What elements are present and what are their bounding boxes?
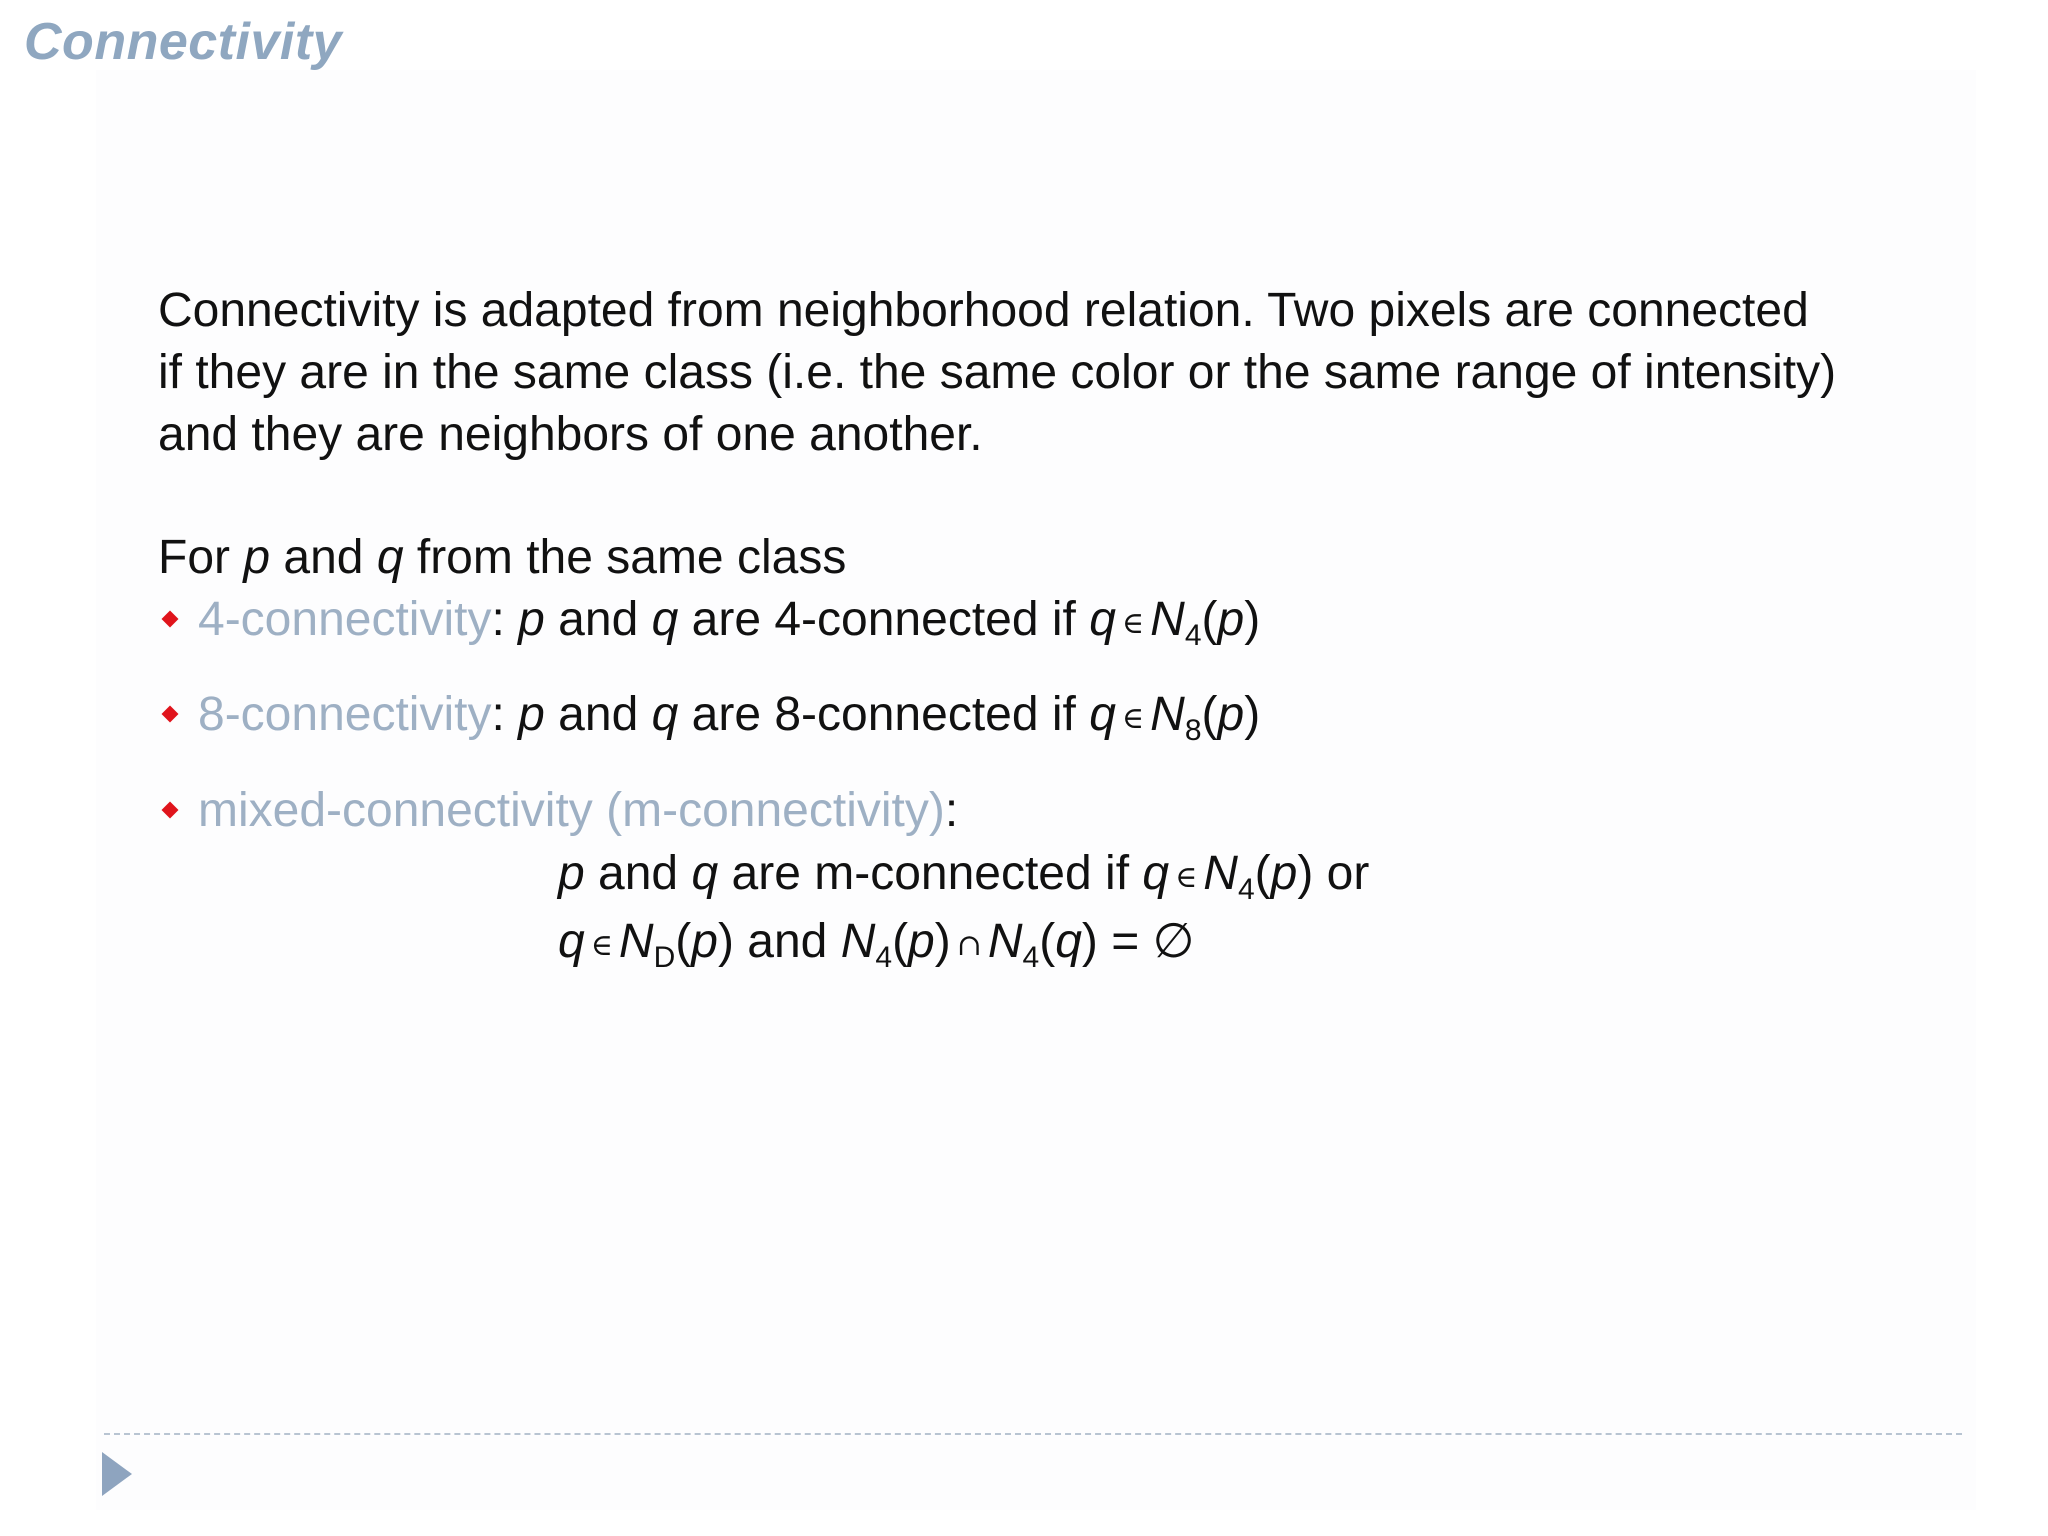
paren: ( bbox=[892, 915, 909, 968]
var-q: q bbox=[1055, 915, 1082, 968]
var-q: q bbox=[1142, 847, 1170, 900]
subscript: 8 bbox=[1184, 714, 1202, 747]
diamond-bullet-icon bbox=[162, 706, 179, 723]
subscript: 4 bbox=[1184, 619, 1202, 652]
text: ) and bbox=[717, 915, 841, 968]
element-of-symbol: ∈ bbox=[1121, 606, 1145, 641]
var-q: q bbox=[376, 531, 404, 584]
slide-title: Connectivity bbox=[24, 13, 343, 71]
neighborhood-symbol: N bbox=[618, 915, 654, 968]
text: ) or bbox=[1297, 847, 1370, 900]
intro-text: and bbox=[270, 531, 377, 584]
term-8-connectivity: 8-connectivity bbox=[198, 688, 492, 741]
term-m-connectivity: mixed-connectivity (m-connectivity) bbox=[198, 784, 945, 837]
paren: ) bbox=[934, 915, 951, 968]
class-intro-line bbox=[158, 527, 846, 589]
bullet-4-connectivity bbox=[158, 589, 1260, 657]
subscript: 4 bbox=[875, 941, 893, 974]
paren: ( bbox=[1039, 915, 1056, 968]
text: are 4-connected if bbox=[678, 593, 1090, 646]
var-p: p bbox=[1270, 847, 1298, 900]
intro-paragraph bbox=[158, 280, 1836, 466]
var-q: q bbox=[651, 688, 679, 741]
subscript: 4 bbox=[1022, 941, 1040, 974]
var-p: p bbox=[691, 915, 718, 968]
colon: : bbox=[944, 784, 959, 837]
var-q: q bbox=[1089, 688, 1116, 741]
diamond-bullet-icon bbox=[162, 802, 179, 819]
paragraph-line-3: and they are neighbors of one another. bbox=[158, 408, 983, 461]
paren: ( bbox=[1201, 688, 1218, 741]
colon: : bbox=[491, 593, 519, 646]
text: and bbox=[544, 593, 652, 646]
var-q: q bbox=[691, 847, 719, 900]
var-q: q bbox=[1089, 593, 1116, 646]
neighborhood-symbol: N bbox=[1203, 847, 1238, 900]
footer-divider bbox=[104, 1433, 1962, 1435]
paragraph-line-2: if they are in the same class (i.e. the same color or the same range of intensity) bbox=[158, 346, 1837, 399]
var-p: p bbox=[908, 915, 935, 968]
text: and bbox=[584, 847, 692, 900]
subscript: 4 bbox=[1237, 873, 1255, 906]
m-def-line-1 bbox=[558, 843, 1369, 911]
var-p: p bbox=[243, 531, 271, 584]
intro-text: from the same class bbox=[403, 531, 847, 584]
paren: ( bbox=[1254, 847, 1271, 900]
bullet-m-connectivity bbox=[158, 780, 958, 842]
var-q: q bbox=[558, 915, 585, 968]
diamond-bullet-icon bbox=[162, 611, 179, 628]
paren: ) bbox=[1244, 593, 1261, 646]
paren: ( bbox=[675, 915, 692, 968]
var-p: p bbox=[558, 847, 585, 900]
text: ) = bbox=[1081, 915, 1153, 968]
intersection-symbol: ∩ bbox=[956, 928, 982, 963]
var-p: p bbox=[1217, 688, 1245, 741]
element-of-symbol: ∈ bbox=[590, 928, 613, 963]
element-of-symbol: ∈ bbox=[1121, 701, 1145, 736]
var-p: p bbox=[518, 593, 545, 646]
neighborhood-symbol: N bbox=[1150, 593, 1185, 646]
colon: : bbox=[491, 688, 519, 741]
m-def-line-2 bbox=[558, 911, 1369, 979]
paren: ( bbox=[1201, 593, 1218, 646]
term-4-connectivity: 4-connectivity bbox=[198, 593, 492, 646]
neighborhood-symbol: N bbox=[840, 915, 876, 968]
bullet-8-connectivity bbox=[158, 684, 1260, 752]
var-q: q bbox=[651, 593, 679, 646]
text: are m-connected if bbox=[718, 847, 1143, 900]
neighborhood-symbol: N bbox=[1150, 688, 1185, 741]
m-connectivity-definition bbox=[558, 843, 1369, 979]
intro-text: For bbox=[158, 531, 244, 584]
var-p: p bbox=[518, 688, 545, 741]
play-arrow-icon[interactable] bbox=[102, 1452, 132, 1496]
text: and bbox=[544, 688, 652, 741]
paren: ) bbox=[1244, 688, 1261, 741]
neighborhood-symbol: N bbox=[987, 915, 1023, 968]
subscript: D bbox=[653, 941, 676, 974]
element-of-symbol: ∈ bbox=[1175, 860, 1198, 895]
text: are 8-connected if bbox=[678, 688, 1090, 741]
empty-set-symbol: ∅ bbox=[1152, 915, 1195, 968]
paragraph-line-1: Connectivity is adapted from neighborhood relation. Two pixels are connected bbox=[158, 284, 1809, 337]
var-p: p bbox=[1217, 593, 1245, 646]
